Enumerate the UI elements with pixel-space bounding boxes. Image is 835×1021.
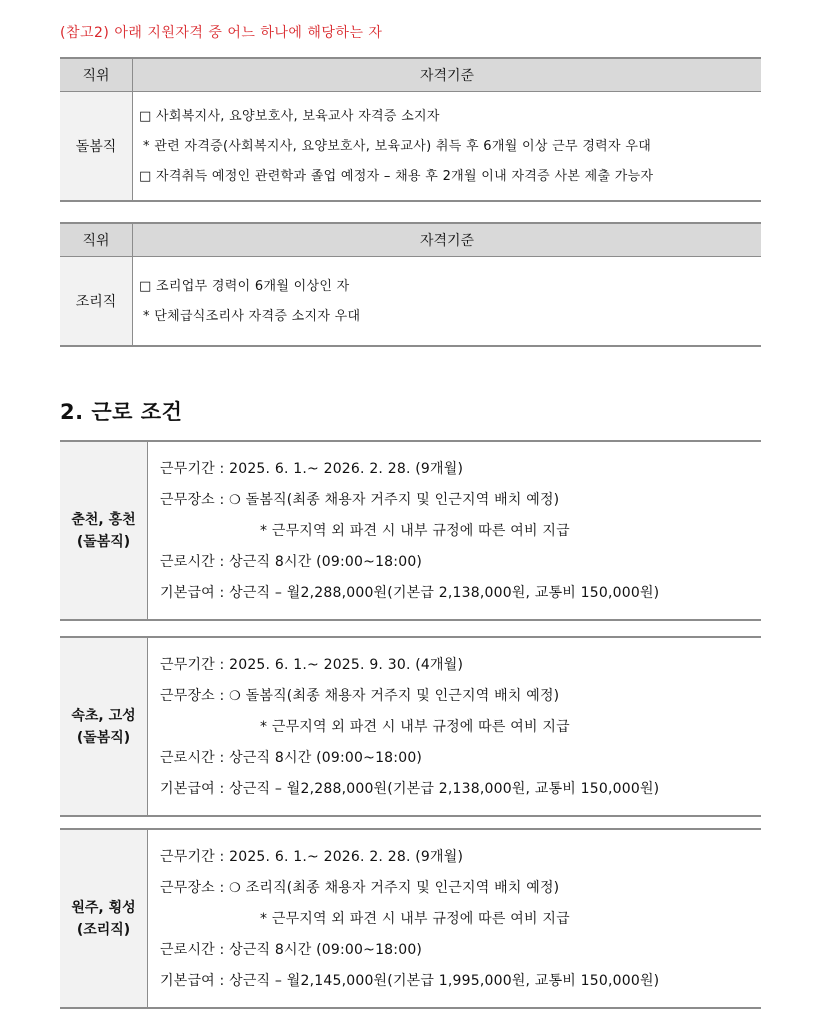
criteria-line: □ 사회복지사, 요양보호사, 보육교사 자격증 소지자: [139, 109, 440, 124]
header-criteria: 자격기준: [133, 58, 762, 92]
location-name: 속초, 고성: [71, 707, 136, 724]
criteria-line: * 단체급식조리사 자격증 소지자 우대: [143, 309, 361, 324]
location-cell: [60, 441, 148, 620]
work-place-text: 돌봄직(최종 채용자 거주지 및 인근지역 배치 예정): [240, 688, 560, 704]
condition-details: [148, 829, 762, 1008]
work-place: [160, 485, 761, 516]
section-title: 2. 근로 조건: [60, 400, 183, 424]
criteria-line: * 관련 자격증(사회복지사, 요양보호사, 보육교사) 취득 후 6개월 이상 근무 경력자 우대: [143, 139, 652, 154]
location-cell: [60, 637, 148, 816]
circle-bullet-icon: ❍: [229, 689, 241, 704]
work-place: [160, 681, 761, 712]
circle-bullet-icon: ❍: [229, 493, 241, 508]
condition-details: [148, 637, 762, 816]
work-place-text: 조리직(최종 채용자 거주지 및 인근지역 배치 예정): [240, 880, 560, 896]
work-place-text: 돌봄직(최종 채용자 거주지 및 인근지역 배치 예정): [240, 492, 560, 508]
work-place: [160, 873, 761, 904]
position-name: (돌봄직): [76, 533, 131, 550]
location-cell: [60, 829, 148, 1008]
work-place-prefix: 근무장소 :: [160, 492, 230, 508]
work-period: 근무기간 : 2025. 6. 1.~ 2025. 9. 30. (4개월): [160, 657, 464, 673]
work-condition-table: [60, 636, 761, 817]
base-pay: 기본급여 : 상근직 – 월2,288,000원(기본급 2,138,000원, 교통비 150,000원): [160, 585, 660, 601]
header-position: 직위: [60, 223, 133, 257]
location-name: 원주, 횡성: [71, 899, 136, 916]
work-hours: 근로시간 : 상근직 8시간 (09:00~18:00): [160, 942, 423, 958]
circle-bullet-icon: ❍: [229, 881, 241, 896]
position-name: (돌봄직): [76, 729, 131, 746]
qualification-table-care: [60, 57, 761, 202]
base-pay: 기본급여 : 상근직 – 월2,288,000원(기본급 2,138,000원, 교통비 150,000원): [160, 781, 660, 797]
criteria-cell: [133, 92, 762, 202]
work-period: 근무기간 : 2025. 6. 1.~ 2026. 2. 28. (9개월): [160, 461, 464, 477]
work-place-prefix: 근무장소 :: [160, 688, 230, 704]
position-name: (조리직): [76, 921, 131, 938]
work-condition-table: [60, 828, 761, 1009]
header-position: 직위: [60, 58, 133, 92]
work-hours: 근로시간 : 상근직 8시간 (09:00~18:00): [160, 554, 423, 570]
reference-note: (참고2) 아래 지원자격 중 어느 하나에 해당하는 자: [60, 25, 383, 41]
location-name: 춘천, 홍천: [71, 511, 136, 528]
qualification-table-cook: [60, 222, 761, 347]
condition-details: [148, 441, 762, 620]
work-condition-table: [60, 440, 761, 621]
criteria-line: □ 자격취득 예정인 관련학과 졸업 예정자 – 채용 후 2개월 이내 자격증 사본 제출 가능자: [139, 169, 654, 184]
role-cell: 돌봄직: [60, 92, 133, 202]
criteria-line: □ 조리업무 경력이 6개월 이상인 자: [139, 279, 350, 294]
work-place-prefix: 근무장소 :: [160, 880, 230, 896]
work-place-note: * 근무지역 외 파견 시 내부 규정에 따른 여비 지급: [260, 911, 570, 927]
header-criteria: 자격기준: [133, 223, 762, 257]
work-period: 근무기간 : 2025. 6. 1.~ 2026. 2. 28. (9개월): [160, 849, 464, 865]
work-place-note: * 근무지역 외 파견 시 내부 규정에 따른 여비 지급: [260, 523, 570, 539]
work-place-note: * 근무지역 외 파견 시 내부 규정에 따른 여비 지급: [260, 719, 570, 735]
work-hours: 근로시간 : 상근직 8시간 (09:00~18:00): [160, 750, 423, 766]
criteria-cell: [133, 257, 762, 347]
base-pay: 기본급여 : 상근직 – 월2,145,000원(기본급 1,995,000원, 교통비 150,000원): [160, 973, 660, 989]
role-cell: 조리직: [60, 257, 133, 347]
